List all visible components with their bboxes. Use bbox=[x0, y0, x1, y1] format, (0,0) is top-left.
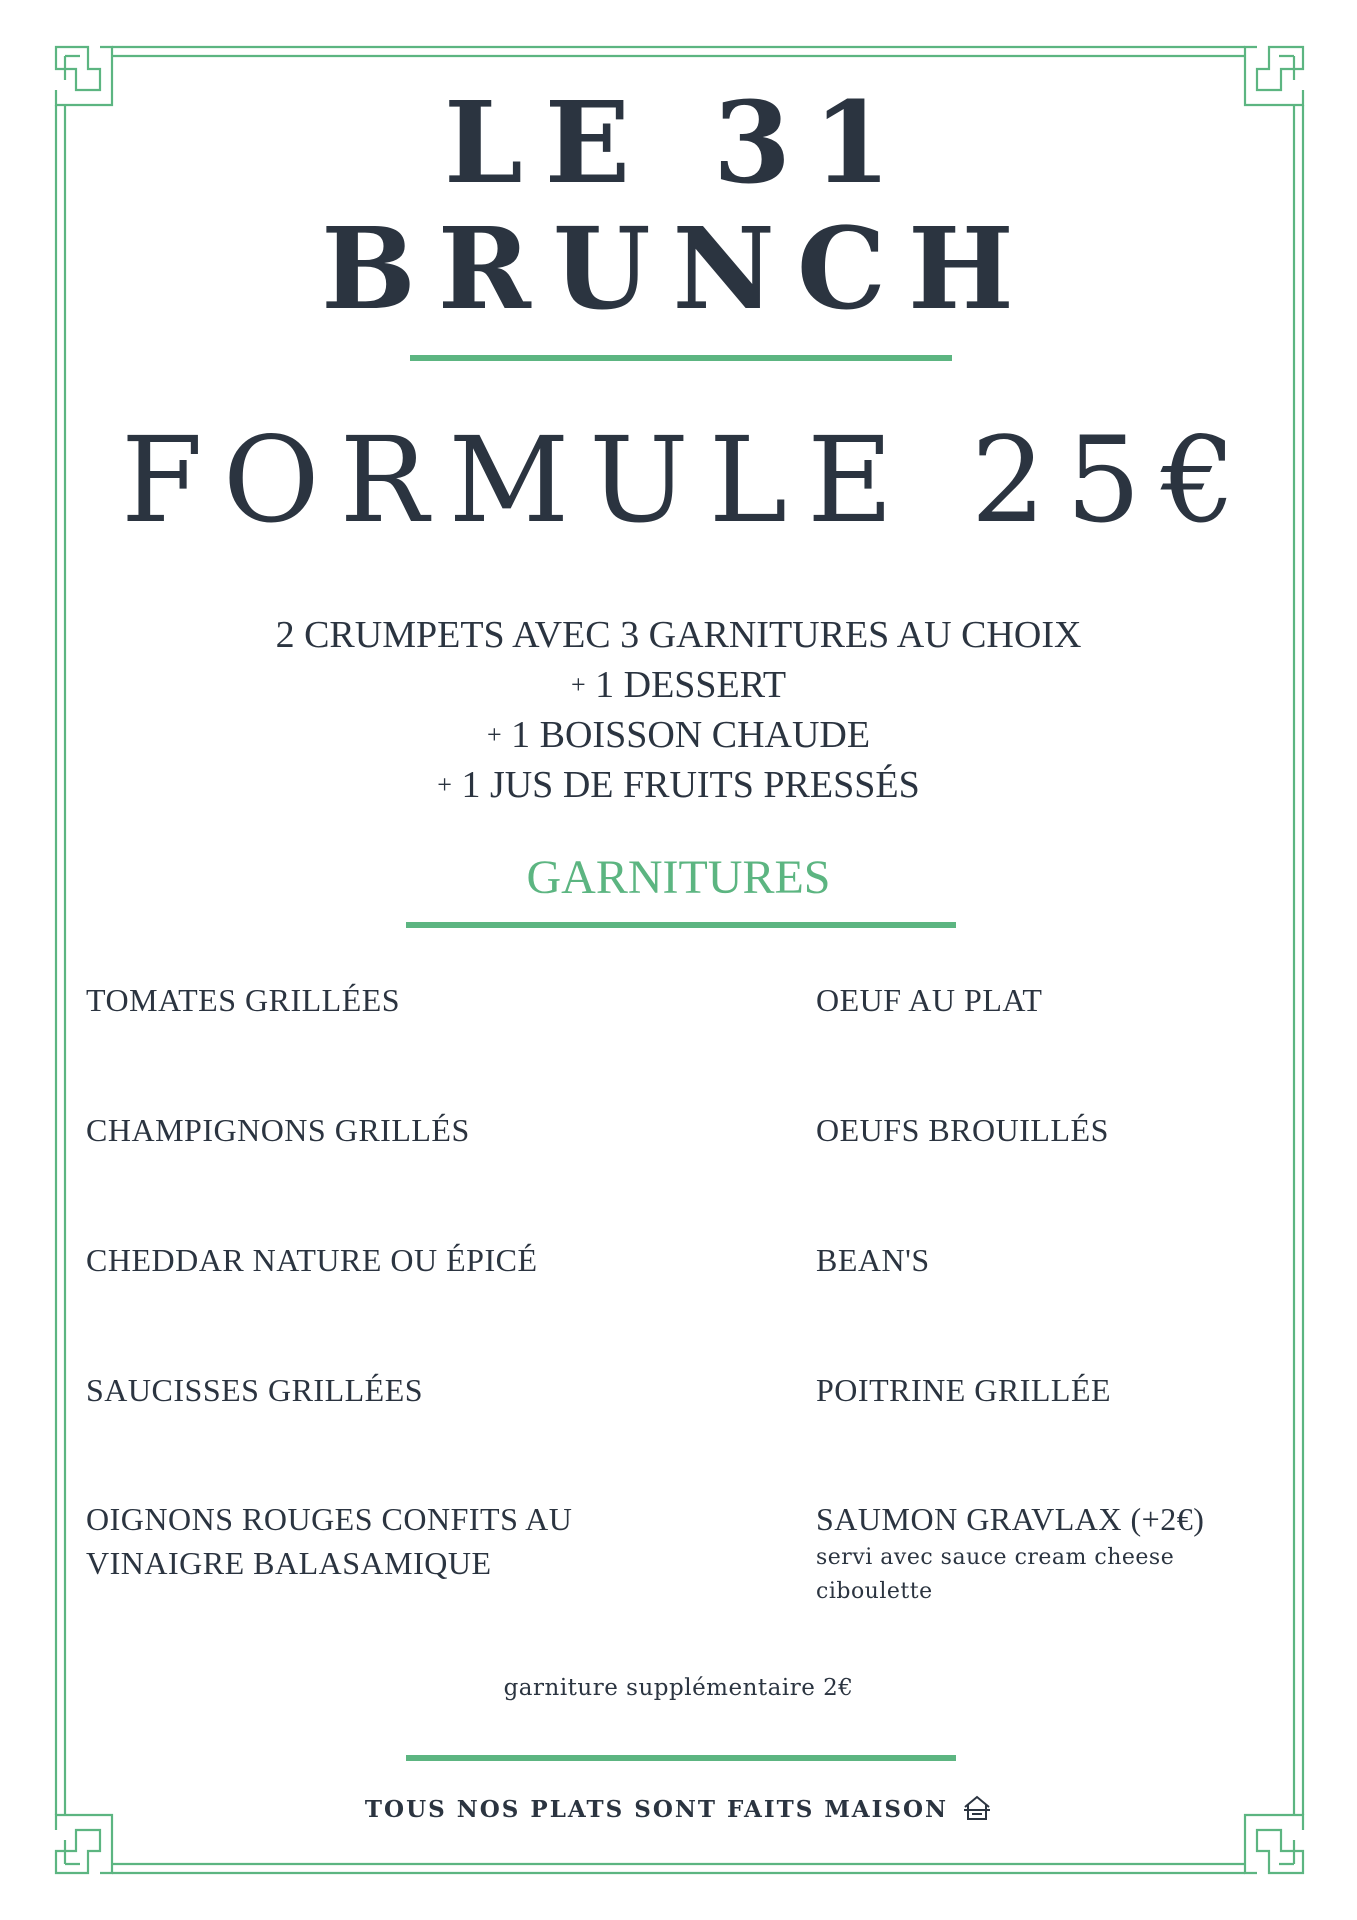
footer-note bbox=[0, 1794, 1357, 1823]
garniture-item: OEUFS BROUILLÉS bbox=[816, 1112, 1109, 1148]
garniture-item: SAUCISSES GRILLÉES bbox=[86, 1372, 424, 1408]
garniture-item: CHEDDAR NATURE OU ÉPICÉ bbox=[86, 1242, 538, 1278]
footer-divider bbox=[406, 1755, 956, 1761]
title-line-1: LE 31 bbox=[444, 78, 913, 209]
title-divider bbox=[410, 355, 952, 361]
garniture-note: ciboulette bbox=[816, 1579, 933, 1604]
garniture-item: TOMATES GRILLÉES bbox=[86, 982, 401, 1018]
formule-price: FORMULE 25€ bbox=[121, 411, 1256, 549]
intro-line-2: + 1 DESSERT bbox=[570, 664, 787, 706]
garniture-item: BEAN'S bbox=[816, 1242, 930, 1278]
footer-text: TOUS NOS PLATS SONT FAITS MAISON bbox=[364, 1796, 949, 1823]
formule-description bbox=[0, 610, 1357, 810]
garniture-item: POITRINE GRILLÉE bbox=[816, 1372, 1112, 1408]
garniture-item: CHAMPIGNONS GRILLÉS bbox=[86, 1112, 470, 1148]
garniture-note: servi avec sauce cream cheese bbox=[816, 1545, 1175, 1570]
intro-line-4: + 1 JUS DE FRUITS PRESSÉS bbox=[437, 764, 920, 806]
intro-line-3: + 1 BOISSON CHAUDE bbox=[486, 714, 871, 756]
garniture-item: OIGNONS ROUGES CONFITS AU VINAIGRE BALASAMIQUE bbox=[86, 1501, 573, 1581]
garnitures-title: GARNITURES bbox=[526, 851, 831, 904]
extra-garniture-price: garniture supplémentaire 2€ bbox=[503, 1675, 854, 1701]
house-icon bbox=[962, 1794, 992, 1822]
intro-line-1: 2 CRUMPETS AVEC 3 GARNITURES AU CHOIX bbox=[275, 614, 1082, 656]
garnitures-divider bbox=[406, 922, 956, 928]
garniture-item: SAUMON GRAVLAX (+2€) servi avec sauce cream cheese ciboulette bbox=[816, 1497, 1204, 1609]
garniture-item: OEUF AU PLAT bbox=[816, 982, 1043, 1018]
title-line-2: BRUNCH bbox=[321, 204, 1036, 335]
